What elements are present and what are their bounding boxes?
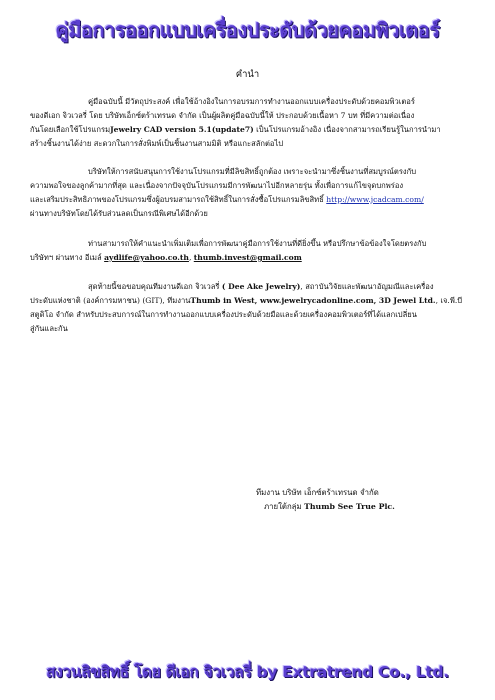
- text-run: และเสริมประสิทธิภาพของโปรแกรมซึ่งผู้อบรมสามารถใช้สิทธิ์ในการสั่งซื้อโปรแกรมลิขสิทธิ์: [30, 195, 327, 204]
- paragraph-acknowledgement: [30, 280, 480, 336]
- paragraph-contact: [30, 237, 480, 265]
- text-run: ภายใต้กลุ่ม: [264, 502, 305, 511]
- partner-names: Thumb in West, www.jewelrycadonline.com, 3D Jewel Ltd.: [190, 296, 436, 305]
- paragraph-line: ของดีเอก จิวเวลรี่ โดย บริษัทเอ็กซ์ตร้าเทรนด จำกัด เป็นผู้ผลิตคู่มือฉบับนี้ให้ ประกอบด้วยเนื้อหา 7 บท ที่มีความต่อเนื่อง: [30, 111, 415, 120]
- jcadcam-link[interactable]: http://www.jcadcam.com/: [326, 195, 424, 204]
- paragraph-line: สู่กันและกัน: [30, 324, 68, 333]
- paragraph-line: บริษัทให้การสนับสนุนการใช้งานโปรแกรมที่มีลิขสิทธิ์ถูกต้อง เพราะจะนำมาซึ่งชิ้นงานที่สมบูรณ์ตรงกับ: [88, 167, 417, 176]
- paragraph-line: สตูดิโอ จำกัด สำหรับประสบการณ์ในการทำงานออกแบบเครื่องประดับด้วยมือและด้วยเครื่องคอมพิวเตอร์ที่ได้แลกเปลี่ยน: [30, 310, 417, 319]
- paragraph-line: [30, 123, 480, 137]
- software-name: Jewelry CAD version 5.1(update7): [110, 125, 254, 134]
- paragraph-line: ท่านสามารถให้คำแนะนำเพิ่มเติมเพื่อการพัฒนาคู่มือการใช้งานที่ดียิ่งขึ้น หรือปรึกษาข้อข้องใจโดยตรงกับ: [88, 239, 427, 248]
- separator: ,: [188, 253, 194, 262]
- paragraph-line: คู่มือฉบับนี้ มีวัตถุประสงค์ เพื่อใช้อ้างอิงในการอบรมการทำงานออกแบบเครื่องประดับด้วยคอมพิวเตอร์: [88, 97, 415, 106]
- signature-line: ทีมงาน บริษัท เอ็กซ์ตร้าเทรนด จำกัด: [256, 488, 379, 497]
- email-link-gmail[interactable]: thumb.invest@gmail.com: [193, 253, 302, 262]
- paragraph-line: ความพอใจของลูกค้ามากที่สุด และเนื่องจากปัจจุบันโปรแกรมมีการพัฒนาไปอีกหลายรุ่น ทั้งเพื่อการแก้ไขจุดบกพร่อง: [30, 181, 404, 190]
- paragraph-line: สร้างชิ้นงานได้ง่าย สะดวกในการสั่งพิมพ์เป็นชิ้นงานสามมิติ หรือแกะสลักต่อไป: [30, 139, 284, 148]
- paragraph-line: [30, 193, 480, 207]
- paragraph-line: [30, 294, 480, 308]
- text-run: สุดท้ายนี้ขอขอบคุณทีมงานดีเอก จิวเวลรี่: [88, 282, 222, 291]
- paragraph-line: [30, 251, 480, 265]
- text-run: บริษัทฯ ผ่านทาง อีเมล์: [30, 253, 105, 262]
- paragraph-intro: [30, 95, 480, 151]
- parent-company: Thumb See True Plc.: [304, 502, 395, 511]
- text-run: กันโดยเลือกใช้โปรแกรม: [30, 125, 111, 134]
- preface-heading: คำนำ: [235, 69, 260, 80]
- text-run: ประดับแห่งชาติ (องค์การมหาชน) (GIT), ทีมงาน: [30, 296, 191, 305]
- text-run: เป็นโปรแกรมอ้างอิง เนื่องจากสามารถเรียนรู้ในการนำมา: [253, 125, 441, 134]
- copyright-footer: สงวนลิขสิทธิ์ โดย ดีเอก จิวเวลรี่ by Extratrend Co., Ltd.: [46, 663, 449, 681]
- paragraph-line: ผ่านทางบริษัทโดยได้รับส่วนลดเป็นกรณีพิเศษได้อีกด้วย: [30, 209, 208, 218]
- signature-block: [256, 486, 476, 514]
- text-run: , สถาบันวิจัยและพัฒนาอัญมณีและเครื่อง: [300, 282, 434, 291]
- company-name: ( Dee Ake Jewelry): [221, 282, 301, 291]
- document-title: คู่มือการออกแบบเครื่องประดับด้วยคอมพิวเตอร์: [55, 18, 440, 42]
- paragraph-licensing: [30, 165, 480, 221]
- paragraph-line: [30, 280, 480, 294]
- text-run: , เจ.พี.บี: [435, 296, 463, 305]
- email-link-yahoo[interactable]: aydlife@yahoo.co.th: [104, 253, 189, 262]
- signature-line: [256, 500, 476, 514]
